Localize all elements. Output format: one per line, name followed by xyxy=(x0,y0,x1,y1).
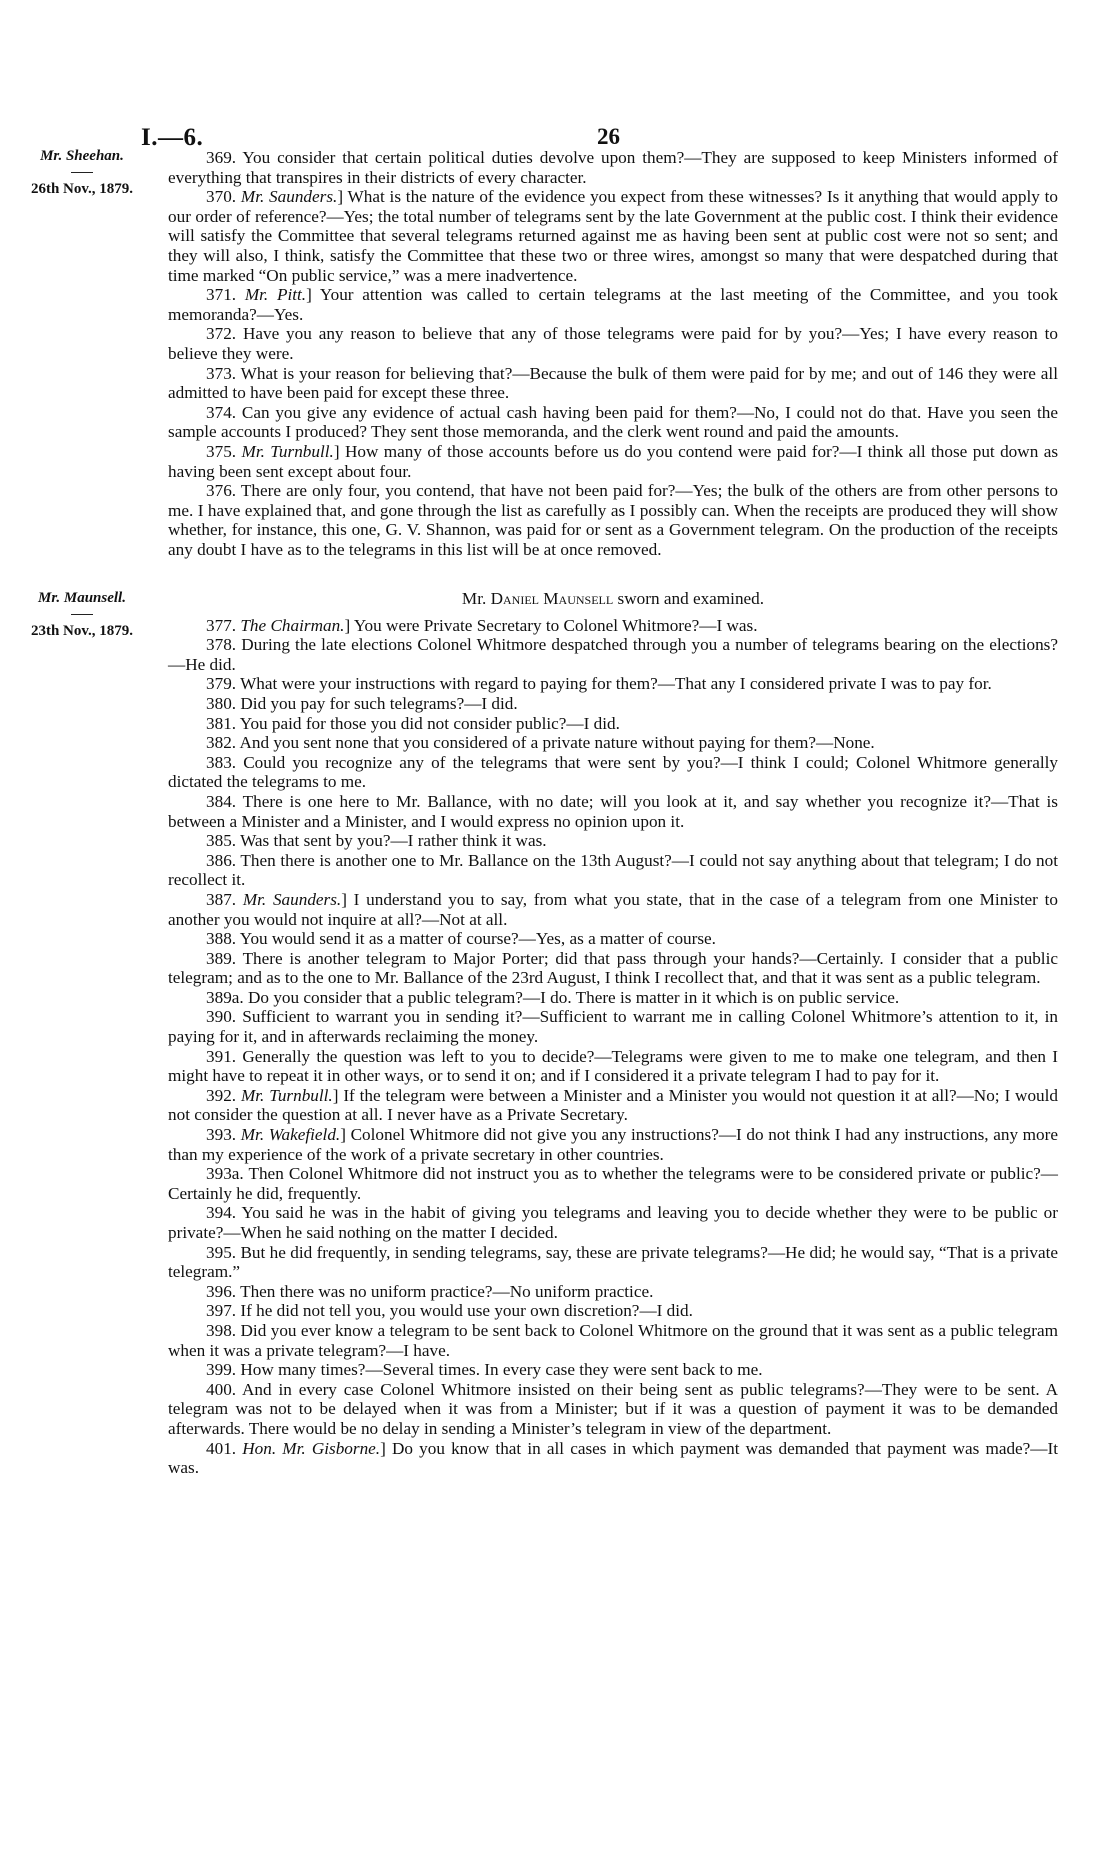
question-text: Generally the question was left to you to decide?—Telegrams were given to me to make one telegram, and then I might have to repeat it in other ways, or to send it on; and if I considered it a private telegram I had to pay for it. xyxy=(168,1046,1058,1086)
question-paragraph xyxy=(168,442,1058,481)
question-number: 382. xyxy=(206,733,237,753)
question-text: You said he was in the habit of giving you telegrams and leaving you to decide whether they were to be public or private?—When he said nothing on the matter I decided. xyxy=(168,1203,1058,1242)
question-text: Then Colonel Whitmore did not instruct you as to whether the telegrams were to be considered private or public?—Certainly he did, frequently. xyxy=(168,1164,1058,1203)
question-paragraph xyxy=(168,949,1058,988)
question-text: ] You were Private Secretary to Colonel Whitmore?—I was. xyxy=(344,615,758,635)
question-text: You paid for those you did not consider public?—I did. xyxy=(239,713,620,733)
question-number: 380. xyxy=(206,693,237,713)
speaker: The Chairman. xyxy=(240,615,345,635)
speaker: Mr. Wakefield. xyxy=(240,1125,341,1145)
question-number: 379. xyxy=(206,674,237,694)
question-number: 390. xyxy=(206,1007,237,1027)
margin-rule xyxy=(71,172,93,173)
question-number: 373. xyxy=(206,363,237,383)
question-number: 385. xyxy=(206,831,237,851)
document-reference: I.—6. xyxy=(141,124,204,151)
question-paragraph xyxy=(168,1439,1058,1478)
question-number: 395. xyxy=(206,1242,237,1262)
question-paragraph xyxy=(168,616,1058,636)
question-text: How many times?—Several times. In every case they were sent back to me. xyxy=(240,1360,763,1380)
question-number: 393. xyxy=(206,1125,237,1145)
question-number: 370. xyxy=(206,187,237,207)
question-text: There is another telegram to Major Porter; did that pass through your hands?—Certainly. I consider that a public telegram; and as to the one to Mr. Ballance of the 23rd August, I think I recollect that, and that it was sent as a public telegram. xyxy=(168,948,1058,988)
speaker: Mr. Pitt. xyxy=(244,285,307,305)
question-paragraph xyxy=(168,1321,1058,1360)
question-paragraph xyxy=(168,792,1058,831)
question-number: 387. xyxy=(206,889,237,909)
question-paragraph xyxy=(168,714,1058,734)
margin-rule xyxy=(71,614,93,615)
question-text: There are only four, you contend, that have not been paid for?—Yes; the bulk of the others are from other persons to me. I have explained that, and gone through the list as carefully as I possibly can. When the receipts are produced they will show whether, for instance, this one, G. V. Shannon, was paid for or sent as a Government telegram. On the production of the receipts any doubt I have as to the telegrams in this list will be at once removed. xyxy=(168,481,1058,559)
speaker: Mr. Turnbull. xyxy=(240,1085,333,1105)
question-paragraph xyxy=(168,1164,1058,1203)
question-paragraph xyxy=(168,1360,1058,1380)
question-paragraph xyxy=(168,1282,1058,1302)
question-paragraph xyxy=(168,831,1058,851)
question-paragraph xyxy=(168,988,1058,1008)
page-number: 26 xyxy=(597,124,620,149)
question-number: 376. xyxy=(206,481,237,501)
testimony-sheehan xyxy=(168,148,1058,559)
question-text: ] What is the nature of the evidence you expect from these witnesses? Is it anything that would apply to our order of reference?—Yes; the total number of telegrams sent by the late Government at the public cost. I think their evidence will satisfy the Committee that several telegrams returned against me as having been sent at public cost were not so sent; and they will also, I think, satisfy the Committee that these two or three wires, amongst so many that were despatched during that time marked “On public service,” was a mere inadvertence. xyxy=(168,187,1059,285)
question-text: Could you recognize any of the telegrams that were sent by you?—I think I could; Colonel Whitmore generally dictated the telegrams to me. xyxy=(168,752,1059,792)
question-paragraph xyxy=(168,753,1058,792)
question-paragraph xyxy=(168,364,1058,403)
question-number: 371. xyxy=(206,285,237,305)
margin-note-date: 26th Nov., 1879. xyxy=(30,181,134,197)
question-number: 388. xyxy=(206,929,237,949)
question-paragraph xyxy=(168,1203,1058,1242)
question-paragraph xyxy=(168,733,1058,753)
question-number: 400. xyxy=(206,1379,237,1399)
question-number: 397. xyxy=(206,1301,237,1321)
question-paragraph xyxy=(168,285,1058,324)
question-text: Did you ever know a telegram to be sent back to Colonel Whitmore on the ground that it was sent as a public telegram when it was a private telegram?—I have. xyxy=(168,1320,1058,1360)
question-text: Have you any reason to believe that any of those telegrams were paid for by you?—Yes; I have every reason to believe they were. xyxy=(168,324,1058,363)
question-paragraph xyxy=(168,890,1058,929)
question-text: Then there was no uniform practice?—No uniform practice. xyxy=(240,1281,654,1301)
question-text: ] Colonel Whitmore did not give you any instructions?—I do not think I had any instructions, any more than my experience of the work of a private secretary in other countries. xyxy=(168,1125,1059,1164)
question-paragraph xyxy=(168,1125,1058,1164)
question-text: And you sent none that you considered of a private nature without paying for them?—None. xyxy=(239,733,875,753)
question-text: You consider that certain political duties devolve upon them?—They are supposed to keep Ministers informed of everything that transpires in their districts of every character. xyxy=(168,148,1058,187)
question-number: 372. xyxy=(206,324,237,344)
margin-note-name: Mr. Sheehan. xyxy=(40,148,124,164)
question-number: 394. xyxy=(206,1203,237,1223)
question-paragraph xyxy=(168,324,1058,363)
question-paragraph xyxy=(168,1380,1058,1439)
spacer xyxy=(236,285,245,304)
question-text: ] Do you know that in all cases in which payment was demanded that payment was made?—It was. xyxy=(168,1438,1058,1478)
question-text: There is one here to Mr. Ballance, with no date; will you look at it, and say whether you recognize it?—That is between a Minister and a Minister, and I would express no opinion upon it. xyxy=(168,791,1058,831)
question-text: ] I understand you to say, from what you state, that in the case of a telegram from one Minister to another you would not inquire at all?—Not at all. xyxy=(168,889,1058,929)
question-text: During the late elections Colonel Whitmore despatched through you a number of telegrams bearing on the elections?—He did. xyxy=(168,635,1059,674)
question-number: 393a. xyxy=(206,1164,244,1184)
question-number: 401. xyxy=(206,1438,237,1458)
question-number: 398. xyxy=(206,1320,237,1340)
speaker: Mr. Saunders. xyxy=(240,187,338,207)
question-paragraph xyxy=(168,148,1058,187)
question-paragraph xyxy=(168,674,1058,694)
witness-name: Daniel Maunsell xyxy=(490,589,614,608)
question-text: Was that sent by you?—I rather think it was. xyxy=(240,831,547,851)
question-paragraph xyxy=(168,635,1058,674)
question-text: ] How many of those accounts before us do you contend were paid for?—I think all those put down as having been sent except about four. xyxy=(168,441,1059,481)
question-number: 392. xyxy=(206,1085,237,1105)
question-number: 396. xyxy=(206,1281,237,1301)
question-number: 381. xyxy=(206,713,237,733)
question-paragraph xyxy=(168,403,1058,442)
question-paragraph xyxy=(168,1243,1058,1282)
question-text: Sufficient to warrant you in sending it?—Sufficient to warrant me in calling Colonel Whitmore’s attention to it, in paying for it, and in afterwards reclaiming the money. xyxy=(168,1007,1059,1047)
question-text: If he did not tell you, you would use your own discretion?—I did. xyxy=(240,1301,693,1321)
question-text: Can you give any evidence of actual cash having been paid for them?—No, I could not do that. Have you seen the sample accounts I produced? They sent those memoranda, and the clerk went round and paid the amounts. xyxy=(168,402,1059,442)
question-paragraph xyxy=(168,481,1058,559)
question-paragraph xyxy=(168,929,1058,949)
question-number: 389a. xyxy=(206,987,244,1007)
question-number: 369. xyxy=(206,148,237,167)
question-number: 374. xyxy=(206,402,237,422)
question-text: Do you consider that a public telegram?—I do. There is matter in it which is on public service. xyxy=(248,987,900,1007)
question-number: 383. xyxy=(206,752,237,772)
question-paragraph xyxy=(168,1047,1058,1086)
question-number: 375. xyxy=(206,441,237,461)
question-number: 386. xyxy=(206,850,237,870)
question-paragraph xyxy=(168,1086,1058,1125)
margin-note-sheehan xyxy=(2,146,162,199)
spacer xyxy=(236,324,243,343)
question-number: 378. xyxy=(206,635,237,655)
question-number: 377. xyxy=(206,615,237,635)
question-paragraph xyxy=(168,694,1058,714)
question-text: But he did frequently, in sending telegrams, say, these are private telegrams?—He did; he would say, “That is a private telegram.” xyxy=(168,1242,1058,1282)
question-text: Then there is another one to Mr. Ballance on the 13th August?—I could not say anything about that telegram; I do not recollect it. xyxy=(168,850,1058,890)
question-text: Did you pay for such telegrams?—I did. xyxy=(240,693,518,713)
question-text: What is your reason for believing that?—Because the bulk of them were paid for by me; and out of 146 they were all admitted to have been paid for except these three. xyxy=(168,363,1058,403)
speaker: Mr. Saunders. xyxy=(242,889,342,909)
margin-note-name: Mr. Maunsell. xyxy=(38,590,126,606)
question-paragraph xyxy=(168,1007,1058,1046)
testimony-maunsell xyxy=(168,584,1058,1478)
question-text: ] If the telegram were between a Minister and a Minister you would not question it at all?—No; I would not consider the question at all. I never have as a Private Secretary. xyxy=(168,1085,1059,1125)
question-text: And in every case Colonel Whitmore insisted on their being sent as public telegrams?—They were to be sent. A telegram was not to be delayed when it was from a Minister; but if it was a question of payment it was to be demanded afterwards. There would be no delay in sending a Minister’s telegram in view of the department. xyxy=(168,1379,1058,1438)
speaker: Hon. Mr. Gisborne. xyxy=(242,1438,381,1458)
sworn-heading: Mr. Daniel Maunsell sworn and examined. xyxy=(461,589,765,608)
question-text: You would send it as a matter of course?—Yes, as a matter of course. xyxy=(239,929,716,949)
question-number: 389. xyxy=(206,948,237,968)
spacer xyxy=(236,890,243,909)
margin-note-maunsell xyxy=(2,588,162,641)
question-number: 391. xyxy=(206,1046,237,1066)
question-number: 399. xyxy=(206,1360,237,1380)
question-paragraph xyxy=(168,187,1058,285)
speaker: Mr. Turnbull. xyxy=(241,441,334,461)
question-text: ] Your attention was called to certain telegrams at the last meeting of the Committee, and you took memoranda?—Yes. xyxy=(168,285,1058,324)
margin-note-date: 23th Nov., 1879. xyxy=(30,623,134,639)
question-paragraph xyxy=(168,851,1058,890)
question-text: What were your instructions with regard to paying for them?—That any I considered private I was to pay for. xyxy=(240,674,992,694)
question-paragraph xyxy=(168,1301,1058,1321)
question-number: 384. xyxy=(206,791,237,811)
